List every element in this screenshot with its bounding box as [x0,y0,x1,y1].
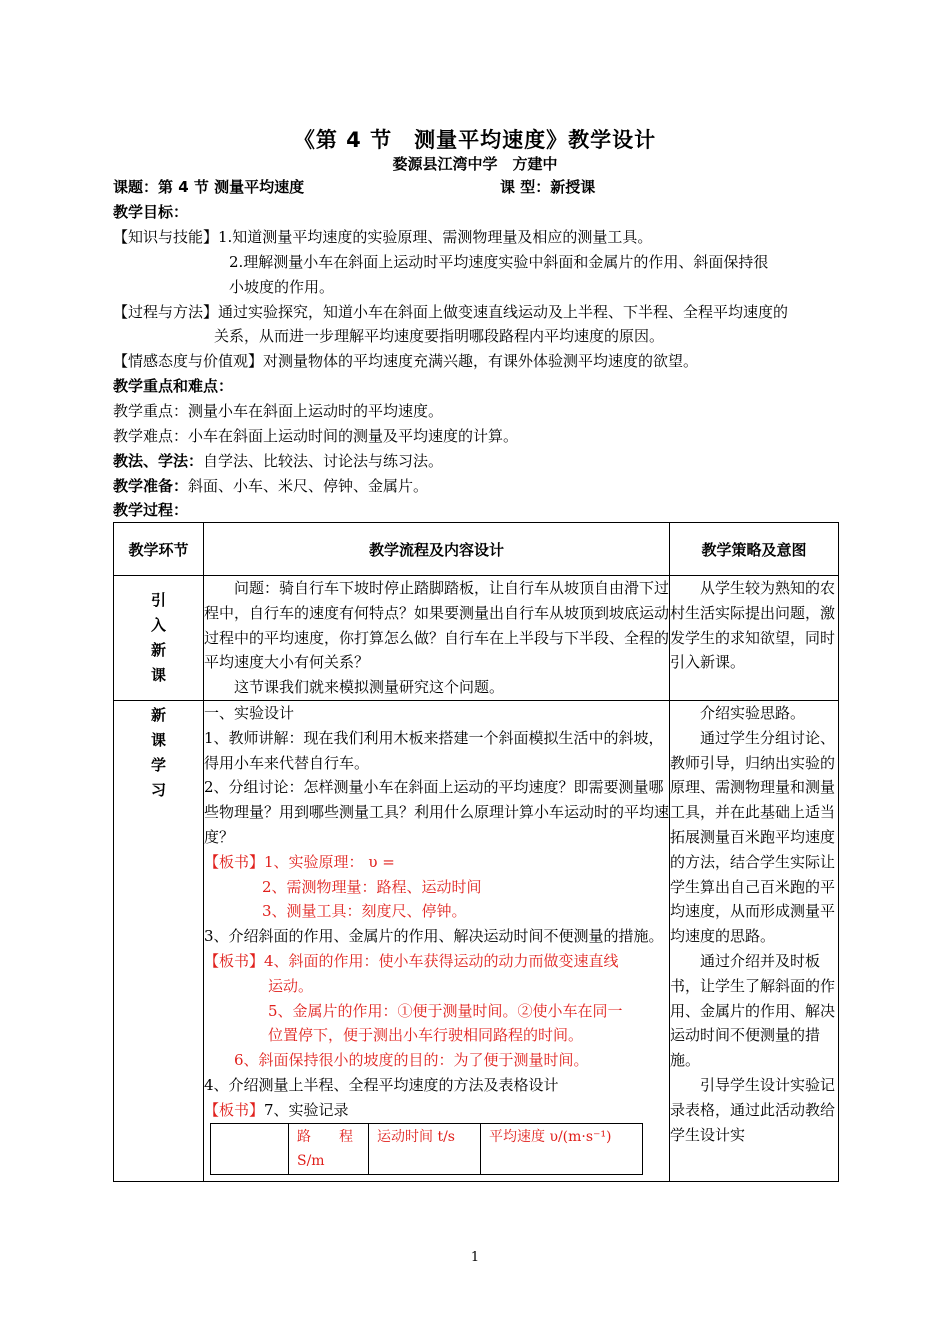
prep-value: 斜面、小车、米尺、停钟、金属片。 [188,477,429,495]
intro-content [204,576,670,701]
lesson-step-2: 2、分组讨论：怎样测量小车在斜面上运动的平均速度？即需要测量哪些物理量？用到哪些测量工具？利用什么原理计算小车运动时的平均速度？ [204,778,670,846]
board-note-7-text: 7、实验记录 [264,1100,349,1119]
stage-char: 习 [150,780,166,799]
board-note-3: 3、测量工具：刻度尺、停钟。 [262,902,467,921]
header-stage: 教学环节 [114,523,204,576]
prep-line [113,474,428,498]
difficult-point: 教学难点：小车在斜面上运动时间的测量及平均速度的计算。 [113,427,519,445]
board-note-7 [204,1098,669,1123]
prep-label: 教学准备： [113,477,189,495]
board-tag: 【板书】 [204,951,265,970]
goal-process-cont: 关系，从而进一步理解平均速度要指明哪段路程内平均速度的原因。 [214,327,665,345]
stage-char: 课 [150,730,166,749]
header-content: 教学流程及内容设计 [204,523,670,576]
board-note-5: 5、金属片的作用：①便于测量时间。②使小车在同一 [268,1001,623,1020]
intro-transition: 这节课我们就来模拟测量研究这个问题。 [234,678,505,697]
table-header-row [114,523,839,576]
goal-knowledge: 【知识与技能】1.知道测量平均速度的实验原理、需测物理量及相应的测量工具。 [113,228,653,246]
method-line [113,449,443,473]
lesson-strategy [670,700,839,1181]
intro-strategy [670,576,839,701]
lesson-content [204,700,670,1181]
table-row [114,700,839,1181]
lesson-step-1: 1、教师讲解：现在我们利用木板来搭建一个斜面模拟生活中的斜坡，得用小车来代替自行车。 [204,728,664,772]
lesson-step-4: 4、介绍测量上半程、全程平均速度的方法及表格设计 [204,1075,559,1094]
goals-heading: 教学目标： [113,203,189,221]
record-header-speed: 平均速度 υ/(m·s⁻¹) [481,1123,643,1174]
topic-line: 课题：第 4 节 测量平均速度 [113,178,305,196]
strategy-3: 通过介绍并及时板书，让学生了解斜面的作用、金属片的作用、解决运动时间不便测量的措施。 [670,951,836,1070]
method-value: 自学法、比较法、讨论法与练习法。 [203,452,444,470]
board-tag: 【板书】 [204,1100,265,1119]
author-line: 婺源县江湾中学 方建中 [392,155,558,173]
page-number: 1 [470,1250,480,1265]
stage-char: 新 [150,705,166,724]
strategy-2: 通过学生分组讨论、教师引导，归纳出实验的原理、需测物理量和测量工具，并在此基础上适当拓展测量百米跑平均速度的方法，结合学生实际让学生算出自己百米跑的平均速度，从而形成测量平均速度的思路。 [670,728,836,946]
board-note-5-cont: 位置停下，便于测出小车行驶相同路程的时间。 [268,1026,584,1045]
stage-char: 课 [150,666,166,684]
teaching-process-table [113,522,839,1182]
table-row [114,576,839,701]
intro-question: 问题：骑自行车下坡时停止踏脚踏板，让自行车从坡顶自由滑下过程中，自行车的速度有何特点？如果要测量出自行车从坡顶到坡底运动过程中的平均速度，你打算怎么做？自行车在上半段与下半段、全程的平均速度大小有何关系？ [204,579,670,672]
key-point: 教学重点：测量小车在斜面上运动时的平均速度。 [113,402,444,420]
goal-attitude: 【情感态度与价值观】对测量物体的平均速度充满兴趣，有课外体验测平均速度的欲望。 [113,352,699,370]
board-note-4-cont: 运动。 [268,976,314,995]
record-header-distance: 路 程 S/m [289,1123,369,1174]
strategy-1: 介绍实验思路。 [700,703,806,722]
header-strategy: 教学策略及意图 [670,523,839,576]
method-label: 教法、学法： [113,452,204,470]
stage-char: 入 [150,616,166,634]
strategy-4: 引导学生设计实验记录表格，通过此活动教给学生设计实 [670,1075,836,1144]
experiment-record-table [210,1123,643,1175]
stage-char: 学 [150,755,166,774]
intro-strategy-text: 从学生较为熟知的农村生活实际提出问题，激发学生的求知欲望，同时引入新课。 [670,579,836,672]
stage-char: 新 [150,641,166,659]
stage-new-lesson [114,700,204,1181]
board-note-4-text: 4、斜面的作用：使小车获得运动的动力而做变速直线 [264,951,619,970]
goal-process: 【过程与方法】通过实验探究，知道小车在斜面上做变速直线运动及上半程、下半程、全程平均速度的 [113,303,789,321]
section-heading: 一、实验设计 [204,703,295,722]
document-title: 《第 4 节 测量平均速度》教学设计 [293,128,657,152]
record-header-row [211,1123,643,1174]
stage-char: 引 [150,591,166,609]
key-heading: 教学重点和难点： [113,377,234,395]
board-note-2: 2、需测物理量：路程、运动时间 [262,877,482,896]
board-note-6: 6、斜面保持很小的坡度的目的：为了便于测量时间。 [234,1051,589,1070]
process-heading: 教学过程： [113,501,189,519]
board-note-1: 【板书】1、实验原理： υ = [204,852,395,871]
record-header-time: 运动时间 t/s [369,1123,481,1174]
goal-knowledge-2: 2.理解测量小车在斜面上运动时平均速度实验中斜面和金属片的作用、斜面保持很 [229,253,769,271]
record-header-blank [211,1123,289,1174]
lesson-step-3: 3、介绍斜面的作用、金属片的作用、解决运动时间不便测量的措施。 [204,927,664,946]
stage-intro [114,576,204,701]
goal-knowledge-2-cont: 小坡度的作用。 [229,278,335,296]
lesson-type: 课 型：新授课 [500,178,596,196]
board-note-4 [204,949,669,974]
